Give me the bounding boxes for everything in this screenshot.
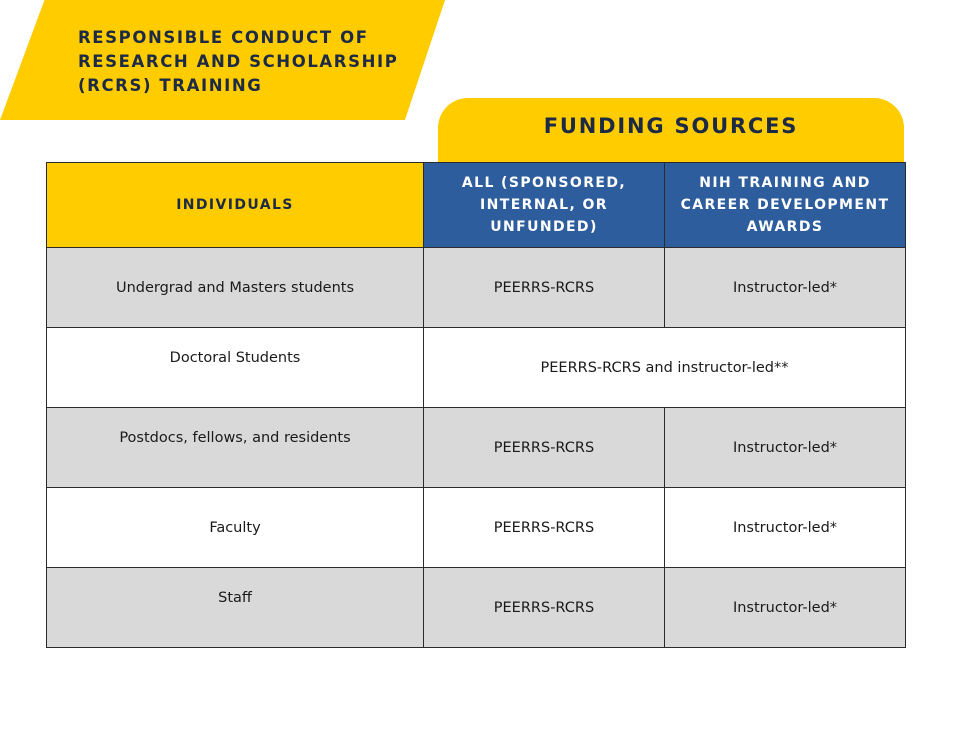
- table-row: [47, 408, 906, 488]
- row-nih-cell: Instructor-led*: [665, 248, 906, 328]
- table-row: [47, 488, 906, 568]
- row-all-funding-cell: PEERRS-RCRS: [424, 568, 665, 648]
- row-nih-cell: Instructor-led*: [665, 488, 906, 568]
- page-title: RESPONSIBLE CONDUCT OF RESEARCH AND SCHOLARSHIP (RCRS) TRAINING: [78, 28, 399, 95]
- column-header-individuals: INDIVIDUALS: [47, 163, 424, 248]
- row-merged-funding-cell: PEERRS-RCRS and instructor-led**: [424, 328, 906, 408]
- row-individual-cell: Staff: [47, 568, 424, 648]
- table-row: [47, 248, 906, 328]
- table-header-row: [47, 163, 906, 248]
- column-header-all-funding: ALL (SPONSORED, INTERNAL, OR UNFUNDED): [424, 163, 665, 248]
- row-all-funding-cell: PEERRS-RCRS: [424, 248, 665, 328]
- table-row: [47, 328, 906, 408]
- row-nih-cell: Instructor-led*: [665, 568, 906, 648]
- row-individual-cell: Undergrad and Masters students: [47, 248, 424, 328]
- row-all-funding-cell: PEERRS-RCRS: [424, 488, 665, 568]
- row-individual-cell: Postdocs, fellows, and residents: [47, 408, 424, 488]
- column-header-nih-awards: NIH TRAINING AND CAREER DEVELOPMENT AWARDS: [665, 163, 906, 248]
- funding-sources-header: FUNDING SOURCES: [438, 98, 904, 162]
- row-individual-cell: Faculty: [47, 488, 424, 568]
- row-nih-cell: Instructor-led*: [665, 408, 906, 488]
- table-row: [47, 568, 906, 648]
- rcrs-training-table: [46, 162, 906, 648]
- row-all-funding-cell: PEERRS-RCRS: [424, 408, 665, 488]
- row-individual-cell: Doctoral Students: [47, 328, 424, 408]
